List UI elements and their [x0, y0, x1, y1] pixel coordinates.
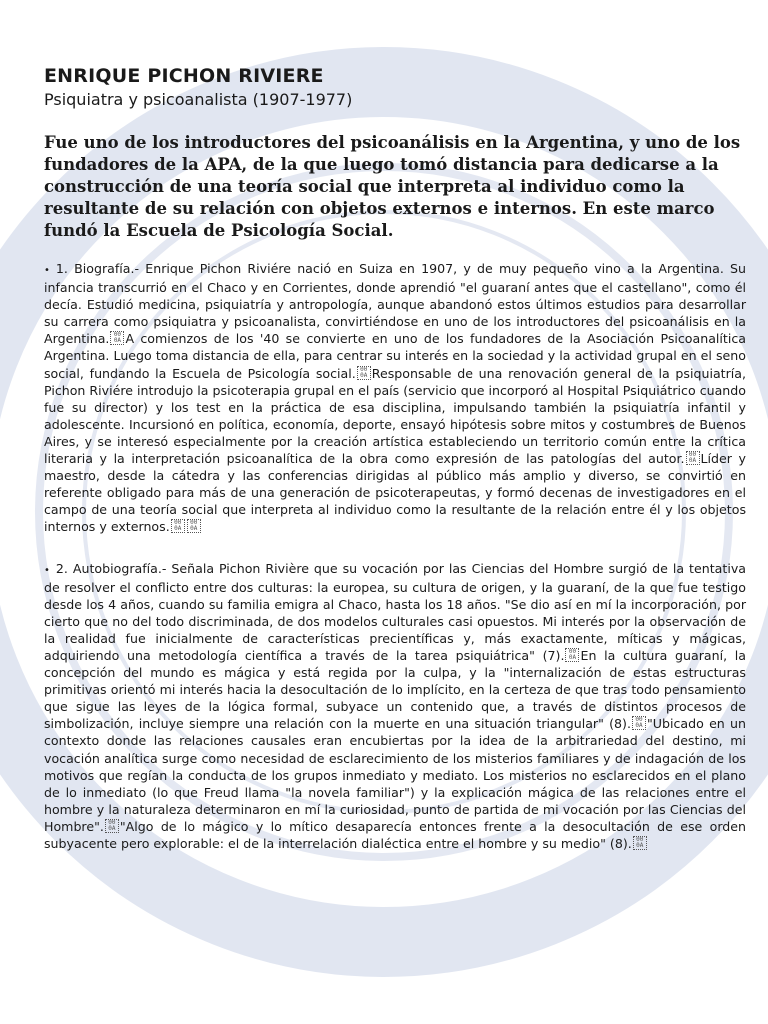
page-title: ENRIQUE PICHON RIVIERE: [44, 65, 324, 87]
section-biografia: [44, 260, 746, 536]
missing-glyph-icon: 00 0A: [686, 451, 700, 465]
missing-glyph-icon: 00 0A: [187, 519, 201, 533]
bullet-icon: •: [44, 564, 50, 576]
section-text: 1. Biografía.- Enrique Pichon Riviére nació en Suiza en 1907, y de muy pequeño vino a la Argentina. Su infancia transcurrió en el Chaco y en Corrientes, donde aprendió "el guaraní antes que el castellano", como él decía. Estudió medicina, psiquiatría y antropología, aunque abandonó estos últimos estudios para desarrollar su carrera como psiquiatra y psicoanalista, convirtiéndose en uno de los introductores del psicoanálisis en la Argentina.: [44, 261, 746, 347]
section-text: "Algo de lo mágico y lo mítico desaparecía entonces frente a la desocultación de ese orden subyacente pero explorable: el de la interrelación dialéctica entre el hombre y su medio" (8).: [44, 818, 746, 851]
bullet-icon: •: [44, 265, 50, 276]
missing-glyph-icon: 00 0A: [632, 716, 646, 730]
missing-glyph-icon: 00 0A: [110, 331, 124, 345]
section-text: "Ubicado en un contexto donde las relaciones causales eran encubiertas por la idea de la arbitrariedad del destino, mi vocación analítica surge como necesidad de esclarecimiento de los misterios familiares y de indagación de los motivos que regían la conducta de los grupos inmediato y mediato. Los misterios no esclarecidos en el plano de lo inmediato (lo que Freud llama "la novela familiar") y la explicación mágica de las relaciones entre el hombre y la naturaleza determinaron en mí la curiosidad, punto de partida de mi vocación por las Ciencias del Hombre".: [44, 716, 746, 834]
missing-glyph-icon: 00 0A: [171, 519, 185, 533]
intro-paragraph: Fue uno de los introductores del psicoanálisis en la Argentina, y uno de los fundadores de la APA, de la que luego tomó distancia para dedicarse a la construcción de una teoría social que interpreta al individuo como la resultante de su relación con objetos externos e internos. En este marco fundó la Escuela de Psicología Social.: [44, 133, 741, 240]
section-text: A comienzos de los '40 se convierte en uno de los fundadores de la Asociación Psicoanalítica Argentina. Luego toma distancia de ella, para centrar su interés en la sociedad y la actividad grupal en el seno social, fundando la Escuela de Psicología social.: [44, 331, 746, 381]
missing-glyph-icon: 00 0A: [633, 836, 647, 850]
missing-glyph-icon: 00 0A: [357, 366, 371, 380]
section-text: 2. Autobiografía.- Señala Pichon Rivière que su vocación por las Ciencias del Hombre surgió de la tentativa de resolver el conflicto entre dos culturas: la europea, su cultura de origen, y la guaraní, de la que fue testigo desde los 4 años, cuando su familia emigra al Chaco, hasta los 18 años. "Se dio así en mí la incorporación, por cierto que no del todo discriminada, de dos modelos culturales casi opuestos. Mi interés por la observación de la realidad fue inicialmente de características precientíficas y, más exactamente, míticas y mágicas, adquiriendo una metodología científica a través de la tarea psiquiátrica" (7).: [44, 560, 746, 663]
section-text: Responsable de una renovación general de la psiquiatría, Pichon Riviére introdujo la psicoterapia grupal en el país (servicio que incorporó al Hospital Psiquiátrico cuando fue su director) y los test en la práctica de esa disciplina, impulsando también la psiquiatría infantil y adolescente. Incursionó en política, economía, deporte, ensayó hipótesis sobre mitos y costumbres de Buenos Aires, y se interesó especialmente por la creación artística estableciendo un territorio común entre la crítica literaria y la interpretación psicoanalítica de la obra como expresión de las patologías del autor.: [44, 365, 746, 467]
page-subtitle: Psiquiatra y psicoanalista (1907-1977): [44, 90, 353, 109]
section-text: Líder y maestro, desde la cátedra y las conferencias dirigidas al público más amplio y diverso, se convirtió en referente obligado para más de una generación de psicoterapeutas, y formó decenas de investigadores en el campo de una teoría social que interpreta al individuo como la resultante de la relación entre él y los objetos internos y externos.: [44, 451, 746, 535]
section-text: En la cultura guaraní, la concepción del mundo es mágica y está regida por la culpa, y la "internalización de estas estructuras primitivas orientó mi interés hacia la desocultación de lo implícito, en la certeza de que tras todo pensamiento que sigue las leyes de la lógica formal, subyace un contenido que, a través de distintos procesos de simbolización, incluye siempre una relación con la muerte en una situación triangular" (8).: [44, 647, 746, 732]
missing-glyph-icon: 00 0A: [105, 819, 119, 833]
missing-glyph-icon: 00 0A: [565, 648, 579, 662]
section-autobiografia: [44, 560, 746, 853]
